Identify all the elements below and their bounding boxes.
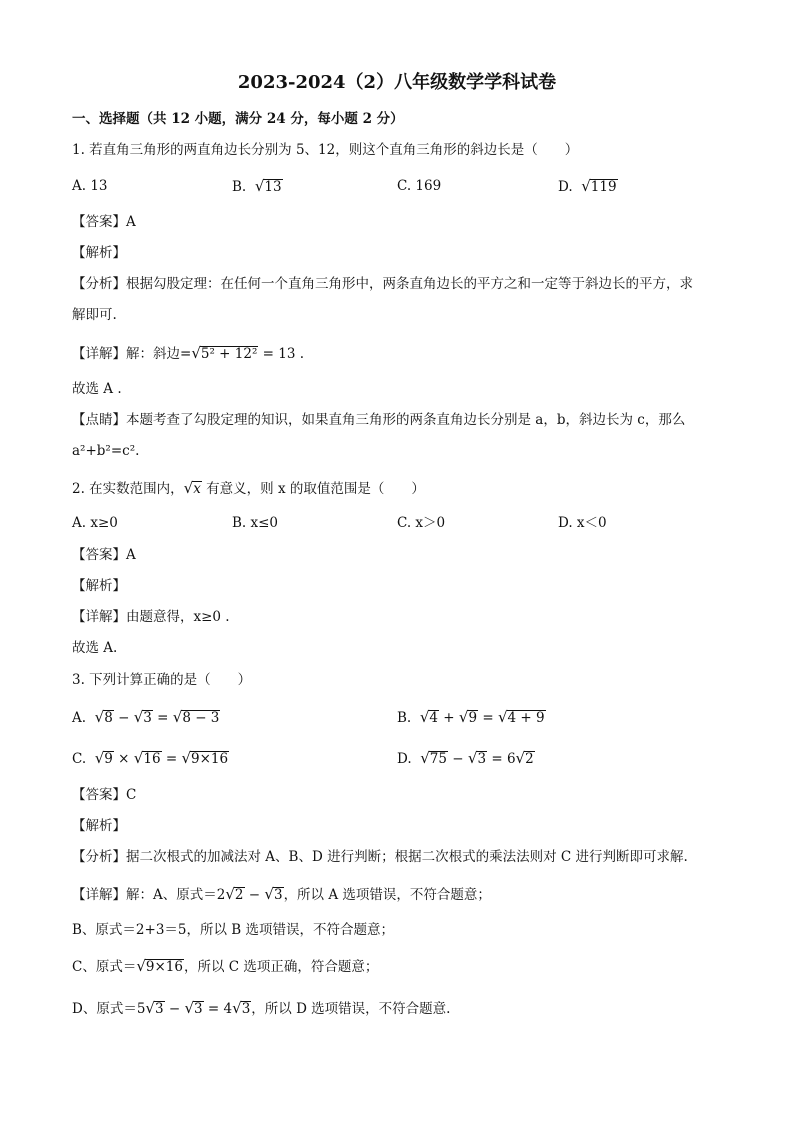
q3-detail-d-r2: 3 [194, 1001, 203, 1017]
q1-answer-value: A [126, 214, 136, 230]
q2-stem: 2. 在实数范围内，√x 有意义，则 x 的取值范围是（ ） [72, 479, 425, 497]
q1-analysis-label: 【解析】 [72, 245, 126, 261]
q3-detail-d-mid: = 4 [203, 1001, 233, 1017]
q1-detail-result: = 13 . [258, 346, 305, 362]
q3-detail-c-post: ，所以 C 选项正确，符合题意； [184, 959, 379, 975]
q3-detail-a-pre: 解：A、原式＝2 [126, 887, 226, 903]
q3-b-r3: 4 + 9 [507, 710, 545, 726]
q1-option-b: B. √13 [232, 177, 282, 195]
q3-detail-c-rad: 9×16 [145, 959, 183, 975]
q2-detail-text: 由题意得，x≥0 . [126, 609, 230, 625]
q1-fenxi-cont: 解即可. [72, 307, 117, 323]
q3-option-c: C. √9 × √16 = √9×16 [72, 749, 229, 767]
q2-option-d: D. x＜0 [558, 515, 607, 531]
answer-label: 【答案】 [72, 787, 126, 803]
section-heading: 一、选择题（共 12 小题，满分 24 分，每小题 2 分） [72, 111, 404, 127]
q1-option-b-radicand: 13 [264, 179, 282, 195]
q2-stem-pre: 2. 在实数范围内， [72, 481, 184, 497]
q2-option-b: B. x≤0 [232, 515, 279, 531]
q3-detail-a-r2: 3 [273, 887, 283, 903]
xiangjie-label: 【详解】 [72, 887, 126, 903]
q3-option-b-label: B. [397, 710, 412, 726]
q1-dianjing-text: 本题考查了勾股定理的知识，如果直角三角形的两条直角边长分别是 a，b，斜边长为 c，那么 [126, 412, 686, 428]
q1-stem: 1. 若直角三角形的两直角边长分别为 5、12，则这个直角三角形的斜边长是（ ） [72, 142, 579, 158]
q1-conclusion: 故选 A . [72, 381, 122, 397]
q3-option-a-label: A. [72, 710, 87, 726]
q1-dianjing-cont: a²+b²=c². [72, 443, 140, 459]
q3-detail-d: D、原式＝5√3 − √3 = 4√3，所以 D 选项错误，不符合题意. [72, 999, 451, 1017]
q2-detail [72, 609, 230, 625]
q1-option-c: C. 169 [397, 178, 442, 194]
q3-d-r3: 2 [525, 751, 534, 767]
q3-answer [72, 787, 136, 803]
q1-detail-text: 解：斜边= [126, 346, 192, 362]
q3-fenxi [72, 849, 688, 865]
fenxi-label: 【分析】 [72, 849, 126, 865]
q2-answer-value: A [126, 547, 136, 563]
q3-detail-c: C、原式＝√9×16，所以 C 选项正确，符合题意； [72, 957, 379, 975]
q2-answer [72, 547, 136, 563]
q3-b-r1: 4 [429, 710, 438, 726]
q3-answer-value: C [126, 787, 137, 803]
q2-conclusion: 故选 A. [72, 640, 118, 656]
q3-a-r2: 3 [143, 710, 152, 726]
q3-detail-d-pre: D、原式＝5 [72, 1001, 146, 1017]
q2-stem-post: 有意义，则 x 的取值范围是（ ） [201, 481, 425, 497]
q3-option-d-label: D. [397, 751, 412, 767]
q2-option-c: C. x＞0 [397, 515, 446, 531]
q1-option-a: A. 13 [72, 178, 108, 194]
q3-c-r1: 9 [104, 751, 113, 767]
q3-option-b: B. √4 + √9 = √4 + 9 [397, 708, 545, 726]
q3-option-c-label: C. [72, 751, 87, 767]
q3-d-r1: 75 [429, 751, 447, 767]
q1-option-d-label: D. [558, 179, 573, 195]
q3-c-r3: 9×16 [191, 751, 229, 767]
q1-option-d: D. √119 [558, 177, 617, 195]
q1-option-d-radicand: 119 [590, 179, 617, 195]
xiangjie-label: 【详解】 [72, 346, 126, 362]
answer-label: 【答案】 [72, 214, 126, 230]
q3-detail-d-r3: 3 [241, 1001, 251, 1017]
q3-c-r2: 16 [143, 751, 161, 767]
q2-analysis-label: 【解析】 [72, 578, 126, 594]
q1-fenxi [72, 276, 693, 292]
q3-a-r1: 8 [104, 710, 113, 726]
q3-detail-a-post: ，所以 A 选项错误，不符合题意； [283, 887, 491, 903]
q3-stem: 3. 下列计算正确的是（ ） [72, 672, 252, 688]
q3-detail-b: B、原式＝2+3＝5，所以 B 选项错误，不符合题意； [72, 922, 395, 938]
q3-fenxi-text: 据二次根式的加减法对 A、B、D 进行判断；根据二次根式的乘法法则对 C 进行判断即可求解. [126, 849, 688, 865]
answer-label: 【答案】 [72, 547, 126, 563]
q3-b-r2: 9 [468, 710, 478, 726]
q1-detail: 【详解】解：斜边=√5² + 12² = 13 . [72, 344, 305, 362]
q3-detail-d-r1: 3 [154, 1001, 164, 1017]
q2-stem-radicand: x [193, 481, 201, 497]
q1-fenxi-text: 根据勾股定理：在任何一个直角三角形中，两条直角边长的平方之和一定等于斜边长的平方，求 [126, 276, 693, 292]
q1-dianjing [72, 412, 685, 428]
q3-analysis-label: 【解析】 [72, 818, 126, 834]
q3-a-r3: 8 − 3 [182, 710, 220, 726]
q1-answer [72, 214, 136, 230]
dianjing-label: 【点睛】 [72, 412, 126, 428]
q3-detail-a-r1: 2 [234, 887, 244, 903]
xiangjie-label: 【详解】 [72, 609, 126, 625]
q3-d-coef: 6 [506, 751, 516, 767]
q2-option-a: A. x≥0 [72, 515, 118, 531]
q3-detail-d-post: ，所以 D 选项错误，不符合题意. [251, 1001, 451, 1017]
q3-option-d: D. √75 − √3 = 6√2 [397, 749, 534, 767]
q3-detail-a: 【详解】解：A、原式＝2√2 − √3，所以 A 选项错误，不符合题意； [72, 885, 491, 903]
q3-option-a: A. √8 − √3 = √8 − 3 [72, 708, 220, 726]
page-title: 2023-2024（2）八年级数学学科试卷 [237, 72, 557, 93]
fenxi-label: 【分析】 [72, 276, 126, 292]
q3-d-r2: 3 [477, 751, 487, 767]
q1-option-b-label: B. [232, 179, 247, 195]
q1-detail-radicand: 5² + 12² [200, 346, 258, 362]
q3-detail-c-pre: C、原式＝ [72, 959, 137, 975]
